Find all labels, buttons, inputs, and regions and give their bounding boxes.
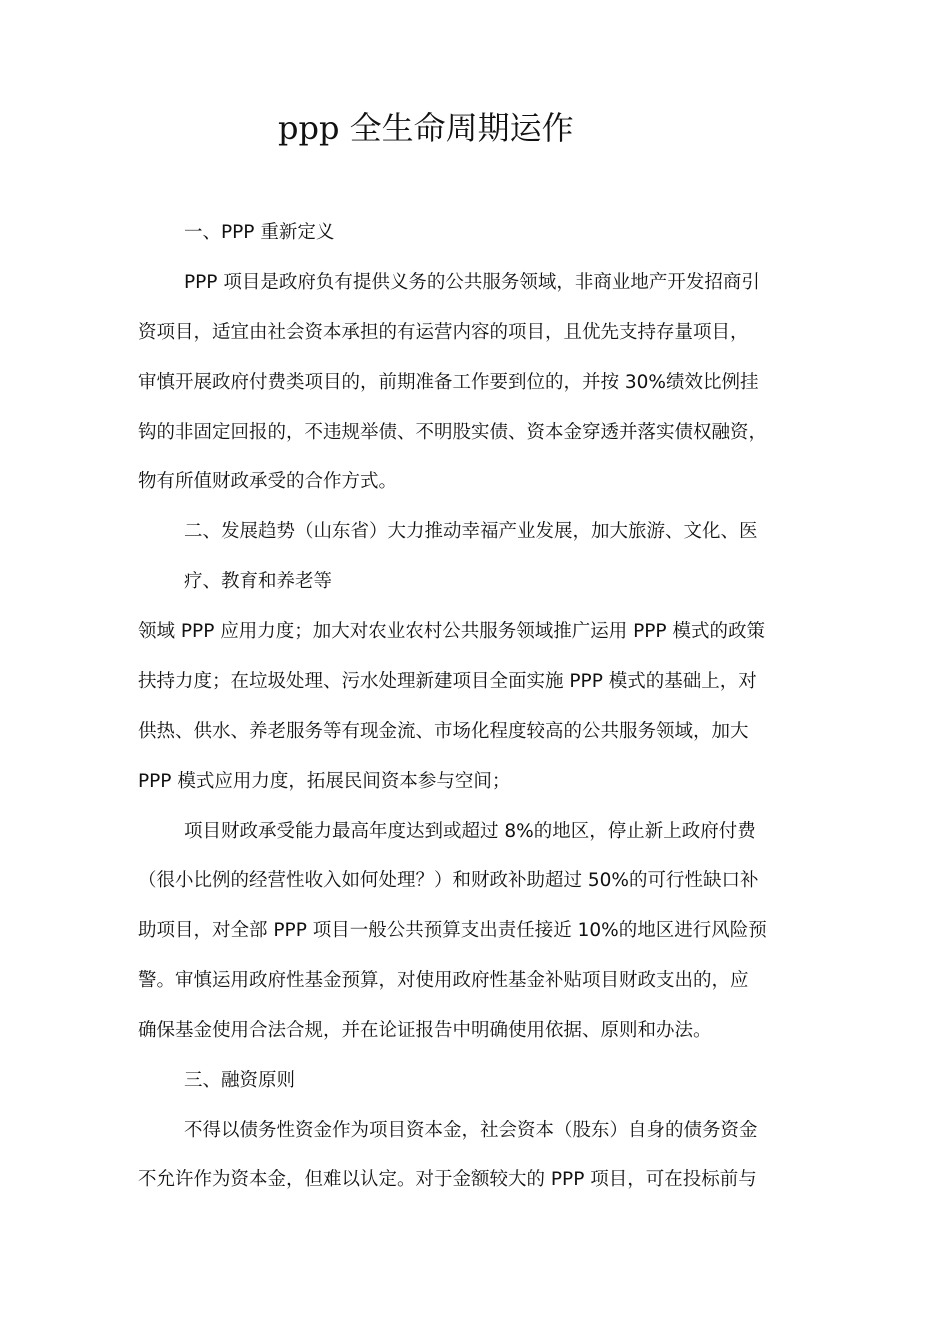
section-heading-2: 二、发展趋势（山东省）大力推动幸福产业发展，加大旅游、文化、医: [184, 521, 758, 542]
paragraph-line: 资项目，适宜由社会资本承担的有运营内容的项目，且优先支持存量项目，: [138, 322, 749, 343]
paragraph-line: 扶持力度；在垃圾处理、污水处理新建项目全面实施 PPP 模式的基础上，对: [138, 671, 757, 692]
paragraph-line: 审慎开展政府付费类项目的，前期准备工作要到位的，并按 30%绩效比例挂: [138, 372, 759, 393]
paragraph-line: 项目财政承受能力最高年度达到或超过 8%的地区，停止新上政府付费: [184, 821, 756, 842]
paragraph-line: 确保基金使用合法合规，并在论证报告中明确使用依据、原则和办法。: [138, 1020, 712, 1041]
paragraph-line: 警。审慎运用政府性基金预算，对使用政府性基金补贴项目财政支出的，应: [138, 970, 749, 991]
section-heading-2-continued: 疗、教育和养老等: [184, 571, 333, 592]
paragraph-line: 物有所值财政承受的合作方式。: [138, 471, 398, 492]
paragraph-line: （很小比例的经营性收入如何处理？）和财政补助超过 50%的可行性缺口补: [138, 870, 759, 891]
document-title: ppp 全生命周期运作: [278, 109, 574, 147]
paragraph-line: 不得以债务性资金作为项目资本金，社会资本（股东）自身的债务资金: [184, 1120, 758, 1141]
paragraph-line: 供热、供水、养老服务等有现金流、市场化程度较高的公共服务领域，加大: [138, 721, 749, 742]
paragraph-line: PPP 模式应用力度，拓展民间资本参与空间；: [138, 771, 511, 792]
paragraph-line: 钩的非固定回报的，不违规举债、不明股实债、资本金穿透并落实债权融资，: [138, 422, 768, 443]
paragraph-line: 领域 PPP 应用力度；加大对农业农村公共服务领域推广运用 PPP 模式的政策: [138, 621, 765, 642]
section-heading-3: 三、融资原则: [184, 1070, 296, 1091]
paragraph-line: PPP 项目是政府负有提供义务的公共服务领域，非商业地产开发招商引: [184, 272, 760, 293]
section-heading-1: 一、PPP 重新定义: [184, 222, 335, 243]
paragraph-line: 助项目，对全部 PPP 项目一般公共预算支出责任接近 10%的地区进行风险预: [138, 920, 767, 941]
paragraph-line: 不允许作为资本金，但难以认定。对于金额较大的 PPP 项目，可在投标前与: [138, 1169, 757, 1190]
